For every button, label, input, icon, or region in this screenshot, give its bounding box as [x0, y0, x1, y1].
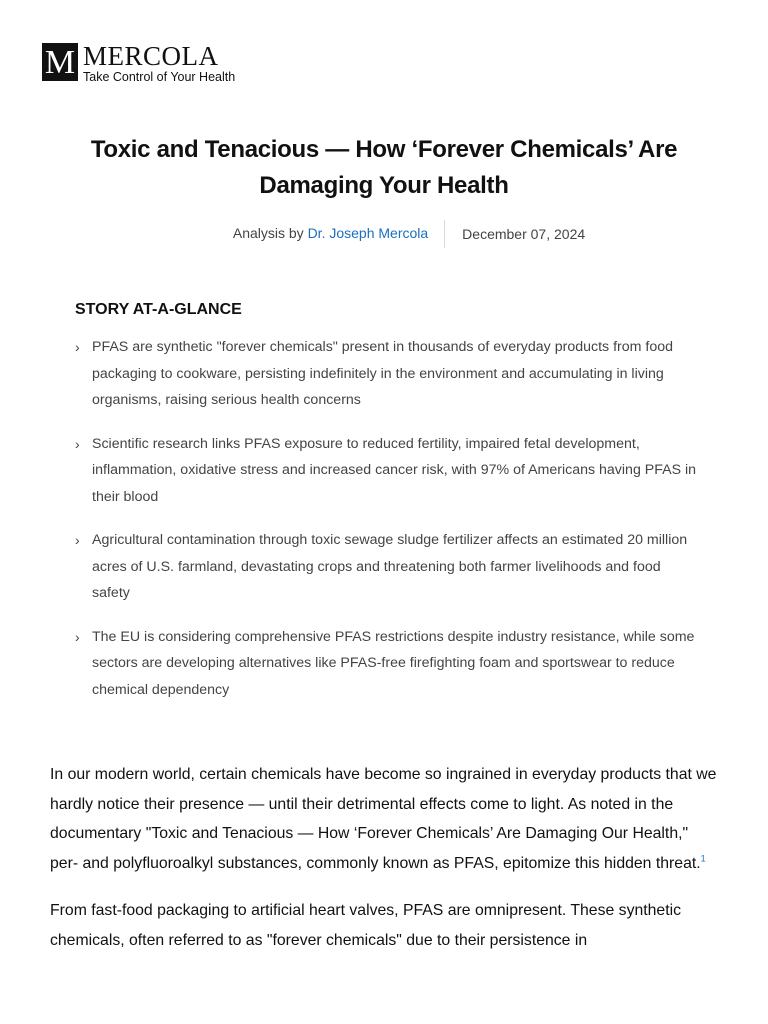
- glance-item: [75, 527, 702, 607]
- body-paragraph: [50, 760, 720, 878]
- glance-list: [75, 334, 705, 703]
- logo-tagline: Take Control of Your Health: [83, 70, 236, 84]
- footnote-link[interactable]: 1: [700, 853, 706, 864]
- publish-date: December 07, 2024: [444, 220, 585, 248]
- mercola-logo-mark: M: [42, 43, 78, 81]
- glance-item: [75, 431, 702, 511]
- article-body: [50, 760, 720, 973]
- logo-name: MERCOLA: [83, 41, 219, 71]
- logo-text: [83, 43, 235, 84]
- chevron-right-icon: ›: [75, 532, 80, 548]
- author-link[interactable]: Dr. Joseph Mercola: [307, 225, 429, 241]
- story-at-a-glance: [75, 298, 705, 720]
- article-title: Toxic and Tenacious — How ‘Forever Chemicals’ Are Damaging Your Health: [90, 136, 678, 199]
- body-paragraph-text: From fast-food packaging to artificial heart valves, PFAS are omnipresent. These synthetic chemicals, often referred to as "forever chemicals" due to their persistence in: [50, 902, 682, 949]
- body-paragraph-text: In our modern world, certain chemicals have become so ingrained in everyday products that we hardly notice their presence — until their detrimental effects come to light. As noted in the documentary "Toxic and Tenacious — How ‘Forever Chemicals’ Are Damaging Our Health," per- and polyfluoroalkyl substances, commonly known as PFAS, epitomize this hidden threat.: [50, 766, 717, 872]
- glance-item: [75, 624, 702, 704]
- byline-prefix: Analysis by: [232, 225, 304, 241]
- glance-item-text: The EU is considering comprehensive PFAS restrictions despite industry resistance, while some sectors are developing alternatives like PFAS-free firefighting foam and sportswear to reduce chemical dependency: [92, 628, 695, 698]
- glance-item-text: Agricultural contamination through toxic sewage sludge fertilizer affects an estimated 20 million acres of U.S. farmland, devastating crops and threatening both farmer livelihoods and food safety: [92, 532, 688, 601]
- chevron-right-icon: ›: [75, 339, 80, 355]
- byline: [0, 218, 768, 248]
- glance-item-text: Scientific research links PFAS exposure to reduced fertility, impaired fetal development, inflammation, oxidative stress and increased cancer risk, with 97% of Americans having PFAS in their blood: [92, 435, 697, 505]
- body-paragraph: [50, 896, 720, 955]
- byline-author-block: [233, 219, 444, 247]
- mercola-logo[interactable]: [42, 43, 235, 84]
- chevron-right-icon: ›: [75, 628, 80, 645]
- chevron-right-icon: ›: [75, 435, 80, 452]
- glance-item: [75, 334, 702, 414]
- glance-item-text: PFAS are synthetic "forever chemicals" present in thousands of everyday products from food packaging to cookware, persisting indefinitely in the environment and accumulating in living organisms, raising serious health concerns: [92, 339, 674, 408]
- glance-heading: STORY AT-A-GLANCE: [75, 301, 242, 318]
